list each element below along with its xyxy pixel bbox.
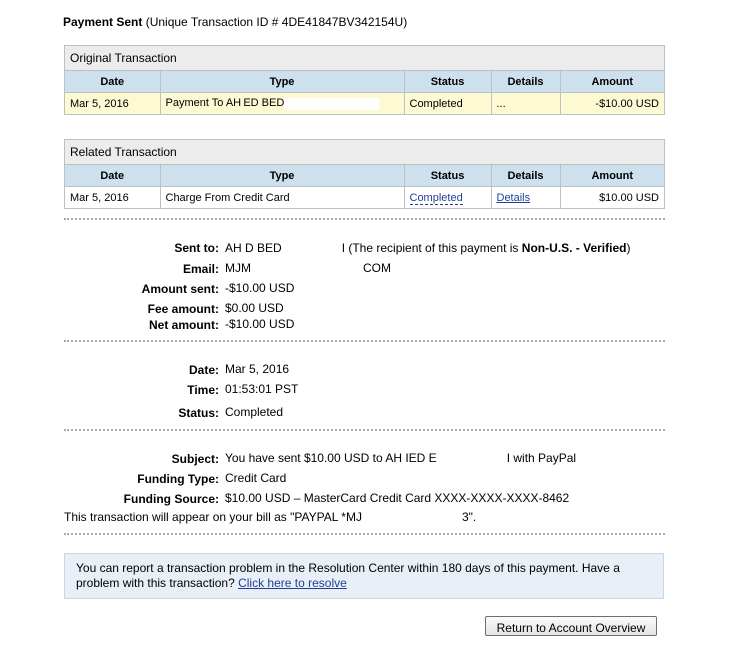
bill-note: This transaction will appear on your bill as "PAYPAL *MJ 3".	[64, 510, 477, 524]
sent-to-value: AH D BED I (The recipient of this payment is Non-U.S. - Verified)	[225, 241, 631, 255]
funding-type-value: Credit Card	[225, 471, 287, 485]
col-header-type: Type	[160, 165, 404, 187]
original-transaction-table	[64, 45, 665, 115]
redaction	[284, 98, 379, 110]
divider	[64, 533, 665, 535]
divider	[64, 218, 665, 220]
col-header-amount: Amount	[560, 71, 664, 93]
details-link[interactable]: Details	[496, 191, 531, 204]
email-value: MJM COM	[225, 261, 391, 275]
subject-value: You have sent $10.00 USD to AH IED E I with PayPal	[225, 451, 577, 465]
redaction	[282, 243, 342, 255]
col-header-date: Date	[65, 165, 160, 187]
page-title	[63, 15, 407, 29]
time-value: 01:53:01 PST	[225, 382, 299, 396]
cell-details	[491, 187, 560, 209]
related-transaction-table	[64, 139, 665, 209]
cell-date: Mar 5, 2016	[65, 93, 160, 115]
transaction-id: (Unique Transaction ID # 4DE41847BV342154U)	[145, 15, 408, 29]
status-completed-link[interactable]: Completed	[409, 191, 463, 204]
table-row	[65, 93, 664, 115]
cell-type: Charge From Credit Card	[160, 187, 404, 209]
divider	[64, 340, 665, 342]
net-amount-value: -$10.00 USD	[225, 317, 295, 331]
notice-text: You can report a transaction problem in the Resolution Center within 180 days of this payment. Have a problem with this transaction?	[76, 561, 620, 590]
col-header-amount: Amount	[560, 165, 664, 187]
cell-status: Completed	[404, 93, 491, 115]
cell-amount: $10.00 USD	[599, 191, 659, 204]
col-header-status: Status	[404, 165, 491, 187]
divider	[64, 429, 665, 431]
col-header-details: Details	[491, 71, 560, 93]
col-header-status: Status	[404, 71, 491, 93]
resolution-notice	[64, 553, 664, 599]
date-label: Date:	[188, 363, 219, 377]
col-header-details: Details	[491, 165, 560, 187]
col-header-type: Type	[160, 71, 404, 93]
time-label: Time:	[187, 383, 219, 397]
col-header-date: Date	[65, 71, 160, 93]
title-text: Payment Sent	[63, 15, 143, 29]
redaction	[437, 453, 507, 465]
cell-date: Mar 5, 2016	[65, 187, 160, 209]
funding-type-label: Funding Type:	[137, 472, 219, 486]
sent-to-label: Sent to:	[174, 241, 219, 255]
resolve-link[interactable]: Click here to resolve	[238, 576, 347, 590]
funding-source-label: Funding Source:	[123, 492, 219, 506]
amount-sent-value: -$10.00 USD	[225, 281, 295, 295]
return-to-account-overview-button[interactable]: Return to Account Overview	[485, 616, 657, 636]
status-value: Completed	[225, 405, 284, 419]
status-label: Status:	[178, 406, 219, 420]
email-label: Email:	[182, 262, 219, 276]
redaction	[251, 263, 363, 275]
table-caption: Related Transaction	[65, 140, 664, 165]
subject-label: Subject:	[171, 452, 219, 466]
cell-status	[404, 187, 491, 209]
table-row	[65, 187, 664, 209]
fee-amount-value: $0.00 USD	[225, 301, 284, 315]
funding-source-value: $10.00 USD – MasterCard Credit Card XXXX-XXXX-XXXX-8462	[225, 491, 570, 505]
redaction	[362, 512, 462, 524]
cell-details: ...	[491, 93, 560, 115]
date-value: Mar 5, 2016	[225, 362, 290, 376]
cell-type: Payment To AH ED BED	[160, 93, 404, 115]
table-caption: Original Transaction	[65, 46, 664, 71]
fee-amount-label: Fee amount:	[147, 302, 219, 316]
verified-status: Non-U.S. - Verified	[521, 241, 627, 255]
cell-amount: -$10.00 USD	[560, 93, 664, 115]
amount-sent-label: Amount sent:	[141, 282, 219, 296]
net-amount-label: Net amount:	[149, 318, 219, 332]
